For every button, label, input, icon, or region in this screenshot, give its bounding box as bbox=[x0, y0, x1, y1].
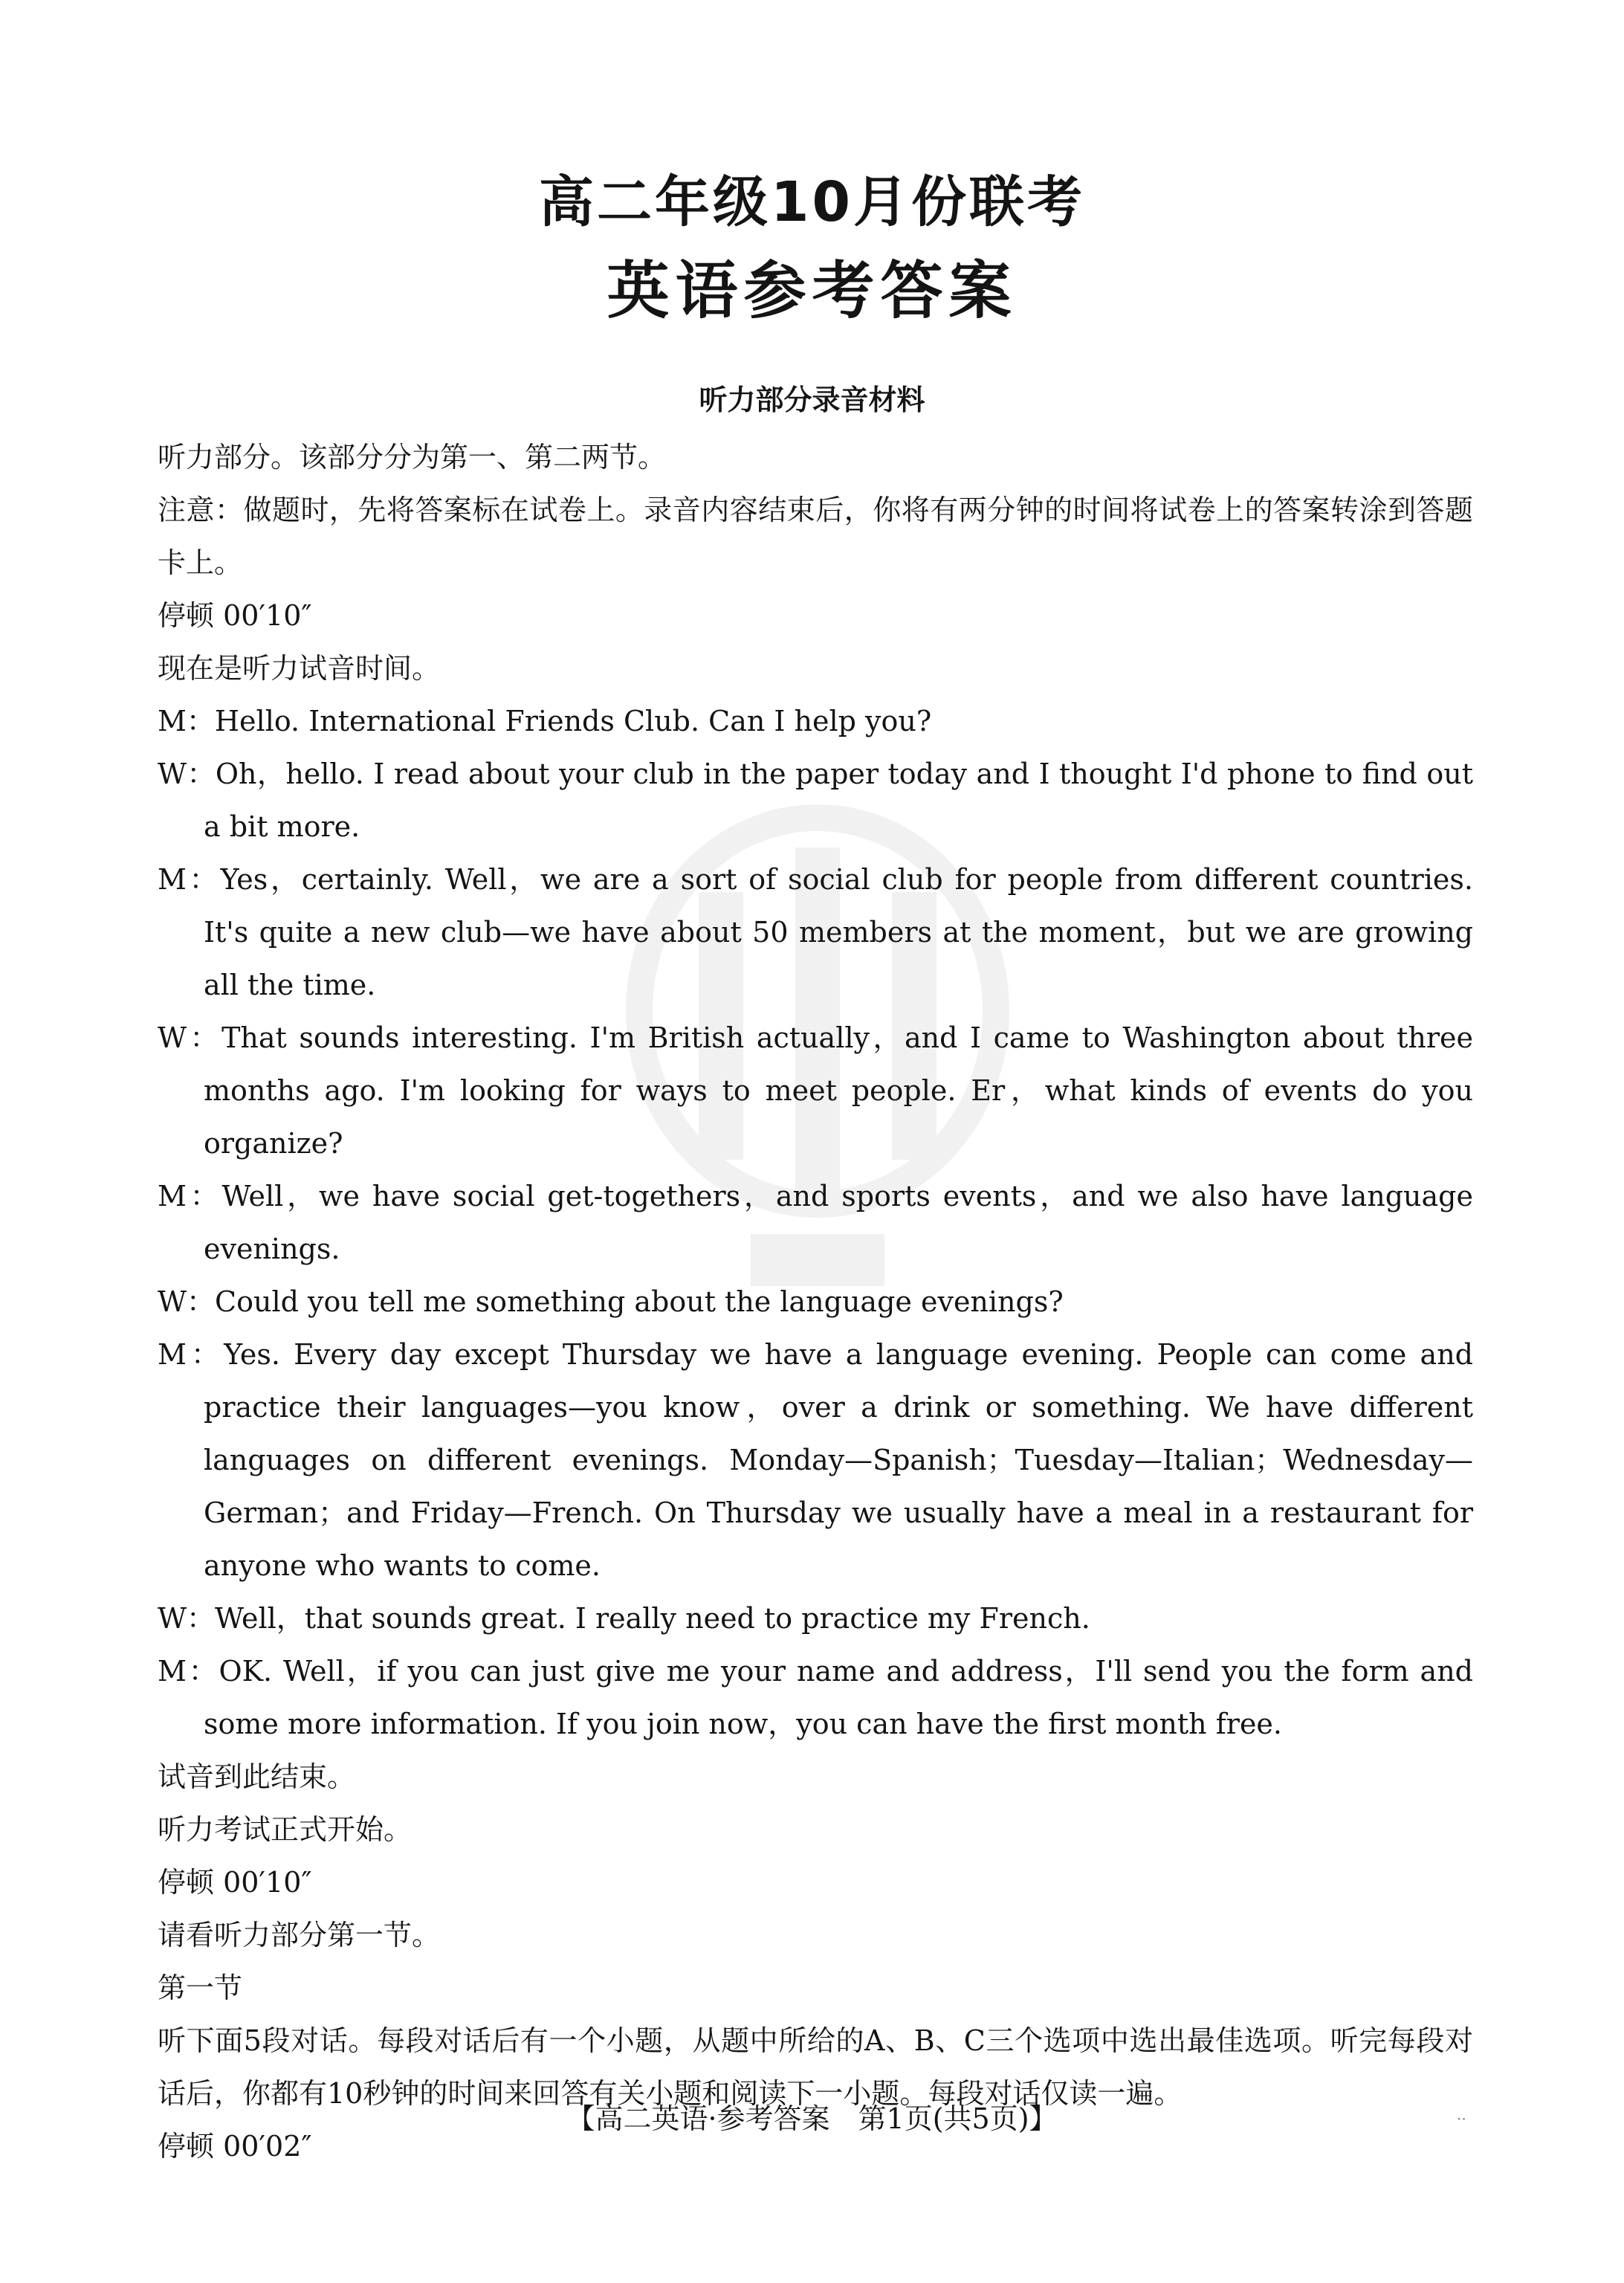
dialogue-line: M：Yes，certainly. Well，we are a sort of social club for people from different countries. It's quite a new club—we have about 50 members at the moment，but we are growing all the time. bbox=[158, 863, 1473, 1001]
dialogue-line: W：Well，that sounds great. I really need to practice my French. bbox=[158, 1602, 1090, 1635]
instruction-line: 现在是听力试音时间。 bbox=[158, 652, 441, 685]
footer-mark: ·· bbox=[1457, 2110, 1466, 2128]
dialogue-line: M：OK. Well，if you can just give me your name and address，I'll send you the form and some more information. If you join now，you can have the first month free. bbox=[158, 1655, 1473, 1740]
instruction-line: 听下面5段对话。每段对话后有一个小题，从题中所给的A、B、C三个选项中选出最佳选项。听完每段对话后，你都有10秒钟的时间来回答有关小题和阅读下一小题。每段对话仅读一遍。 bbox=[158, 2024, 1473, 2110]
dialogue-line: W：Oh，hello. I read about your club in the paper today and I thought I'd phone to find out a bit more. bbox=[158, 758, 1473, 843]
instruction-line: 听力考试正式开始。 bbox=[158, 1813, 413, 1846]
section-heading: 听力部分录音材料 bbox=[699, 384, 925, 416]
instruction-line: 听力部分。该部分分为第一、第二两节。 bbox=[158, 441, 667, 474]
instruction-line: 试音到此结束。 bbox=[158, 1760, 356, 1793]
instruction-line: 注意：做题时，先将答案标在试卷上。录音内容结束后，你将有两分钟的时间将试卷上的答案转涂到答题卡上。 bbox=[158, 494, 1473, 579]
transcript-body bbox=[158, 431, 1473, 2173]
page-footer: 【高二英语·参考答案 第1页(共5页)】 bbox=[566, 2102, 1058, 2135]
dialogue-line: M：Well，we have social get-togethers，and sports events，and we also have language evenings. bbox=[158, 1180, 1473, 1265]
instruction-line: 停顿 00′10″ bbox=[158, 1866, 312, 1899]
dialogue-line: M：Yes. Every day except Thursday we have a language evening. People can come and practice their languages—you know，over a drink or something. We have different languages on different evenings. Monday—Spanish；Tuesday—Italian；Wednesday—German；and Friday—French. On Thursday we usually have a meal in a restaurant for anyone who wants to come. bbox=[158, 1338, 1473, 1582]
instruction-line: 停顿 00′02″ bbox=[158, 2130, 312, 2163]
dialogue-line: W：Could you tell me something about the language evenings? bbox=[158, 1285, 1064, 1318]
dialogue-line: W：That sounds interesting. I'm British actually，and I came to Washington about three months ago. I'm looking for ways to meet people. Er，what kinds of events do you organize? bbox=[158, 1021, 1473, 1160]
instruction-line: 请看听力部分第一节。 bbox=[158, 1919, 441, 1951]
page-title: 高二年级10月份联考 bbox=[539, 170, 1085, 234]
page-subtitle: 英语参考答案 bbox=[606, 254, 1018, 327]
dialogue-line: M：Hello. International Friends Club. Can I help you? bbox=[158, 705, 932, 737]
instruction-line: 停顿 00′10″ bbox=[158, 599, 312, 632]
instruction-line: 第一节 bbox=[158, 1972, 243, 2004]
